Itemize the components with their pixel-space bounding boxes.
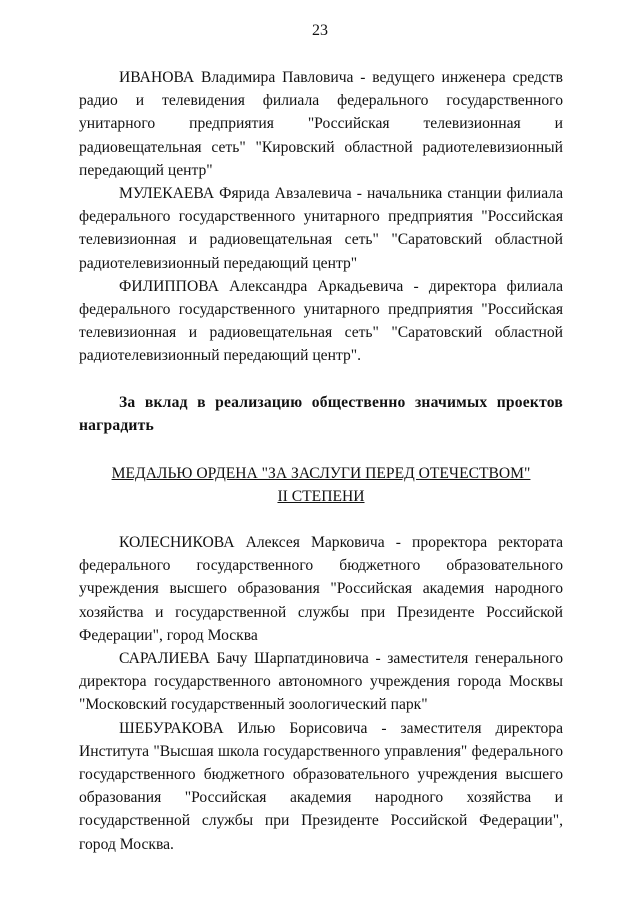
award-title-line-1: МЕДАЛЬЮ ОРДЕНА "ЗА ЗАСЛУГИ ПЕРЕД ОТЕЧЕСТВОМ" — [111, 465, 531, 483]
award-entry-saraliev: САРАЛИЕВА Бачу Шарпатдиновича - заместителя генерального директора государственного автономного учреждения города Москвы "Московский государственный зоологический парк" — [79, 650, 563, 714]
award-entry-filippov: ФИЛИППОВА Александра Аркадьевича - директора филиала федерального государственного унитарного предприятия "Российская телевизионная и радиовещательная сеть" "Саратовский областной радиотелевизионный передающий центр". — [79, 277, 563, 365]
page-number: 23 — [312, 22, 328, 39]
document-body — [79, 66, 563, 856]
section-lead: За вклад в реализацию общественно значимых проектов наградить — [79, 393, 563, 434]
award-entry-sheburakov: ШЕБУРАКОВА Илью Борисовича - заместителя директора Института "Высшая школа государственного управления" федерального государственного бюджетного образовательного учреждения высшего образования "Российская академия народного хозяйства и государственной службы при Президенте Российской Федерации", город Москва. — [79, 719, 563, 853]
award-entry-ivanov: ИВАНОВА Владимира Павловича - ведущего инженера средств радио и телевидения филиала федерального государственного унитарного предприятия "Российская телевизионная и радиовещательная сеть" "Кировский областной радиотелевизионный передающий центр" — [79, 69, 563, 179]
award-entry-kolesnikov: КОЛЕСНИКОВА Алексея Марковича - проректора ректората федерального государственного бюджетного образовательного учреждения высшего образования "Российская академия народного хозяйства и государственной службы при Президенте Российской Федерации", город Москва — [79, 534, 563, 644]
award-entry-mulekaev: МУЛЕКАЕВА Фярида Авзалевича - начальника станции филиала федерального государственного унитарного предприятия "Российская телевизионная и радиовещательная сеть" "Саратовский областной радиотелевизионный передающий центр" — [79, 185, 563, 272]
award-title-line-2: II СТЕПЕНИ — [277, 488, 365, 506]
spacer — [79, 508, 563, 531]
award-title — [79, 462, 563, 508]
